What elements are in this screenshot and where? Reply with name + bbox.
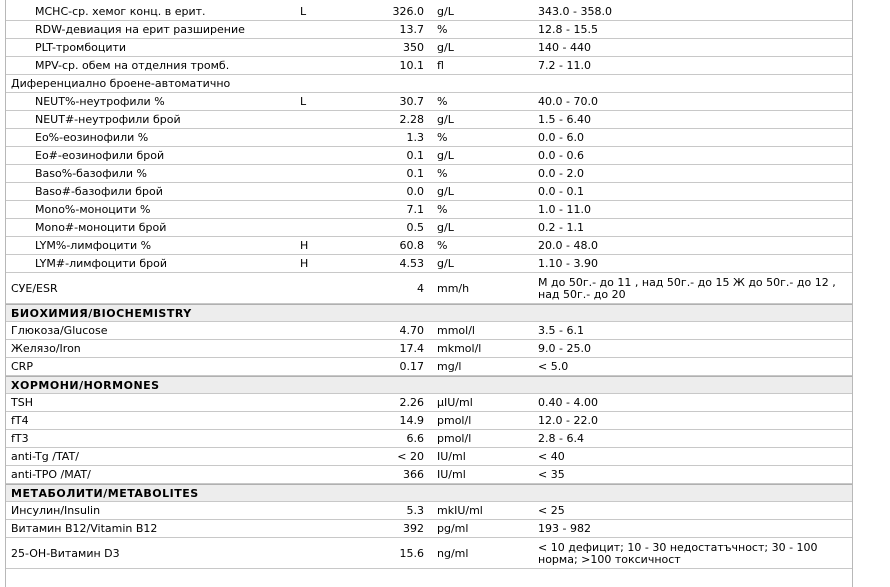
table-row (6, 502, 852, 520)
result-unit: g/L (437, 149, 454, 162)
result-unit: g/L (437, 221, 454, 234)
table-row (6, 358, 852, 376)
test-name: TSH (11, 396, 33, 409)
reference-range: 343.0 - 358.0 (538, 5, 612, 18)
reference-range: 7.2 - 11.0 (538, 59, 591, 72)
result-unit: pmol/l (437, 414, 472, 427)
reference-range: < 5.0 (538, 360, 569, 373)
reference-range: 20.0 - 48.0 (538, 239, 598, 252)
test-name: 25-OH-Витамин D3 (11, 547, 120, 560)
test-name: Baso%-базофили % (35, 167, 147, 180)
result-value: 4.70 (399, 324, 424, 337)
flag-indicator: H (300, 257, 309, 270)
reference-range: 0.0 - 0.6 (538, 149, 584, 162)
table-row (6, 201, 852, 219)
test-name: СУЕ/ESR (11, 282, 58, 295)
result-value: 7.1 (406, 203, 424, 216)
result-value: 10.1 (399, 59, 424, 72)
test-name: NEUT#-неутрофили брой (35, 113, 181, 126)
result-unit: g/L (437, 257, 454, 270)
result-unit: g/L (437, 113, 454, 126)
flag-indicator: H (300, 239, 309, 252)
result-unit: mm/h (437, 282, 470, 295)
test-name: Baso#-базофили брой (35, 185, 163, 198)
table-row (6, 273, 852, 304)
result-value: 5.3 (406, 504, 424, 517)
result-unit: g/L (437, 5, 454, 18)
result-value: 366 (403, 468, 424, 481)
test-name: Глюкоза/Glucose (11, 324, 108, 337)
reference-range: 0.0 - 2.0 (538, 167, 584, 180)
table-row (6, 219, 852, 237)
reference-range: 140 - 440 (538, 41, 591, 54)
table-row (6, 21, 852, 39)
reference-range: М до 50г.- до 11 , над 50г.- до 15 Ж до 50г.- до 12 , над 50г.- до 20 (538, 276, 836, 301)
reference-range: 193 - 982 (538, 522, 591, 535)
reference-range: < 40 (538, 450, 565, 463)
reference-range: 1.10 - 3.90 (538, 257, 598, 270)
result-unit: % (437, 239, 448, 252)
reference-range: 12.8 - 15.5 (538, 23, 598, 36)
table-row (6, 93, 852, 111)
table-row (6, 255, 852, 273)
table-row (6, 237, 852, 255)
reference-range: 3.5 - 6.1 (538, 324, 584, 337)
test-name: Инсулин/Insulin (11, 504, 101, 517)
result-unit: fl (437, 59, 444, 72)
flag-indicator: L (300, 95, 307, 108)
reference-range: 0.0 - 6.0 (538, 131, 584, 144)
reference-range: 12.0 - 22.0 (538, 414, 598, 427)
result-unit: µIU/ml (437, 396, 473, 409)
result-value: 4.53 (399, 257, 424, 270)
result-value: < 20 (397, 450, 424, 463)
test-name: fT3 (11, 432, 29, 445)
test-name: MPV-ср. обем на отделния тромб. (35, 59, 230, 72)
result-value: 6.6 (406, 432, 424, 445)
table-row (6, 183, 852, 201)
result-unit: mmol/l (437, 324, 475, 337)
result-value: 13.7 (399, 23, 424, 36)
result-value: 0.1 (406, 167, 424, 180)
test-name: fT4 (11, 414, 29, 427)
table-row (6, 165, 852, 183)
result-value: 15.6 (399, 547, 424, 560)
reference-range: 0.2 - 1.1 (538, 221, 584, 234)
table-row (6, 57, 852, 75)
table-row (6, 448, 852, 466)
result-value: 4 (417, 282, 424, 295)
result-value: 0.17 (399, 360, 424, 373)
table-row (6, 412, 852, 430)
result-value: 30.7 (399, 95, 424, 108)
test-name: anti-Tg /TAT/ (11, 450, 79, 463)
result-value: 1.3 (406, 131, 424, 144)
group-title: Диференциално броене-автоматично (11, 77, 231, 90)
test-name: LYM#-лимфоцити брой (35, 257, 168, 270)
table-row (6, 538, 852, 569)
table-row (6, 520, 852, 538)
test-name: LYM%-лимфоцити % (35, 239, 152, 252)
table-row (6, 340, 852, 358)
result-value: 392 (403, 522, 424, 535)
result-unit: mkIU/ml (437, 504, 483, 517)
result-value: 60.8 (399, 239, 424, 252)
result-value: 0.1 (406, 149, 424, 162)
reference-range: 40.0 - 70.0 (538, 95, 598, 108)
test-name: PLT-тромбоцити (35, 41, 127, 54)
test-name: MCHC-ср. хемог конц. в ерит. (35, 5, 206, 18)
table-row (6, 111, 852, 129)
test-name: Eo%-еозинофили % (35, 131, 149, 144)
result-value: 14.9 (399, 414, 424, 427)
result-unit: % (437, 203, 448, 216)
table-row (6, 466, 852, 484)
result-unit: mkmol/l (437, 342, 482, 355)
table-row (6, 430, 852, 448)
table-row (6, 147, 852, 165)
result-unit: pmol/l (437, 432, 472, 445)
table-row (6, 129, 852, 147)
test-name: NEUT%-неутрофили % (35, 95, 165, 108)
reference-range: 0.0 - 0.1 (538, 185, 584, 198)
lab-results-table (5, 0, 853, 587)
reference-range: < 25 (538, 504, 565, 517)
test-name: anti-TPO /MAT/ (11, 468, 91, 481)
table-row (6, 39, 852, 57)
result-value: 2.26 (399, 396, 424, 409)
reference-range: < 10 дефицит; 10 - 30 недостатъчност; 30 - 100 норма; >100 токсичност (538, 541, 818, 566)
result-unit: mg/l (437, 360, 462, 373)
result-value: 326.0 (392, 5, 424, 18)
section-title: БИОХИМИЯ/BIOCHEMISTRY (11, 307, 192, 320)
section-title: МЕТАБОЛИТИ/METABOLITES (11, 487, 199, 500)
result-value: 350 (403, 41, 424, 54)
test-name: Желязо/Iron (11, 342, 81, 355)
table-row (6, 322, 852, 340)
table-row (6, 3, 852, 21)
section-title: ХОРМОНИ/HORMONES (11, 379, 160, 392)
result-unit: pg/ml (437, 522, 469, 535)
result-unit: % (437, 167, 448, 180)
reference-range: 2.8 - 6.4 (538, 432, 584, 445)
result-unit: g/L (437, 41, 454, 54)
result-unit: IU/ml (437, 468, 466, 481)
result-value: 0.5 (406, 221, 424, 234)
result-value: 2.28 (399, 113, 424, 126)
table-row (6, 394, 852, 412)
result-value: 0.0 (406, 185, 424, 198)
result-unit: g/L (437, 185, 454, 198)
flag-indicator: L (300, 5, 307, 18)
result-unit: ng/ml (437, 547, 469, 560)
result-unit: % (437, 131, 448, 144)
test-name: Витамин B12/Vitamin B12 (11, 522, 158, 535)
section-header (6, 484, 852, 502)
test-name: CRP (11, 360, 33, 373)
reference-range: 1.0 - 11.0 (538, 203, 591, 216)
reference-range: 9.0 - 25.0 (538, 342, 591, 355)
reference-range: < 35 (538, 468, 565, 481)
test-name: Eo#-еозинофили брой (35, 149, 165, 162)
result-value: 17.4 (399, 342, 424, 355)
result-unit: % (437, 23, 448, 36)
group-header (6, 75, 852, 93)
test-name: Mono#-моноцити брой (35, 221, 167, 234)
reference-range: 1.5 - 6.40 (538, 113, 591, 126)
test-name: RDW-девиация на ерит разширение (35, 23, 245, 36)
test-name: Mono%-моноцити % (35, 203, 151, 216)
result-unit: % (437, 95, 448, 108)
reference-range: 0.40 - 4.00 (538, 396, 598, 409)
result-unit: IU/ml (437, 450, 466, 463)
section-header (6, 376, 852, 394)
section-header (6, 304, 852, 322)
